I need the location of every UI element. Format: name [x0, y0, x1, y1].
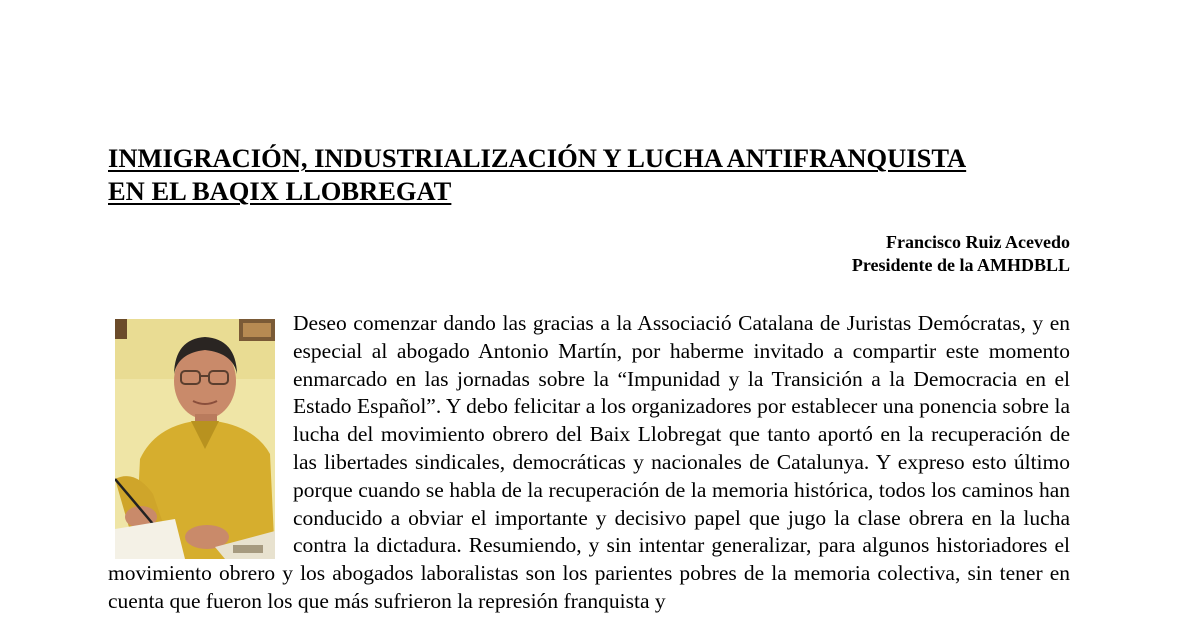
author-role: Presidente de la AMHDBLL — [851, 255, 1070, 275]
portrait-illustration — [115, 319, 275, 559]
portrait-photo — [115, 319, 275, 559]
body-text — [108, 310, 1070, 616]
paragraph-text: Deseo comenzar dando las gracias a la Associació Catalana de Juristas Demócratas, y en especial al abogado Antonio Martín, por haberme invitado a compartir este momento enmarcado en las jornadas sobre la “Impunidad y la Transición a la Democracia en el Estado Español”. Y debo felicitar a los organizadores por establecer una ponencia sobre la lucha del movimiento obrero del Baix Llobregat que tanto aportó en la recuperación de las libertades sindicales, democráticas y nacionales de Catalunya. Y expreso esto último porque cuando se habla de la recuperación de la memoria histórica, todos los caminos han conducido a obviar el importante y decisivo papel que jugo la clase obrera en la lucha contra la dictadura. Resumiendo, y sin intentar generalizar, para algunos historiadores el movimiento obrero y los abogados laboralistas son los parientes pobres de la memoria colectiva, sin tener en cuenta que fueron los que más sufrieron la represión franquista y — [108, 311, 1070, 613]
document-title — [108, 142, 1088, 208]
title-line-1: INMIGRACIÓN, INDUSTRIALIZACIÓN Y LUCHA ANTIFRANQUISTA — [108, 143, 967, 173]
author-block — [852, 231, 1070, 277]
title-line-2: EN EL BAQIX LLOBREGAT — [108, 176, 452, 206]
author-name: Francisco Ruiz Acevedo — [886, 232, 1070, 252]
